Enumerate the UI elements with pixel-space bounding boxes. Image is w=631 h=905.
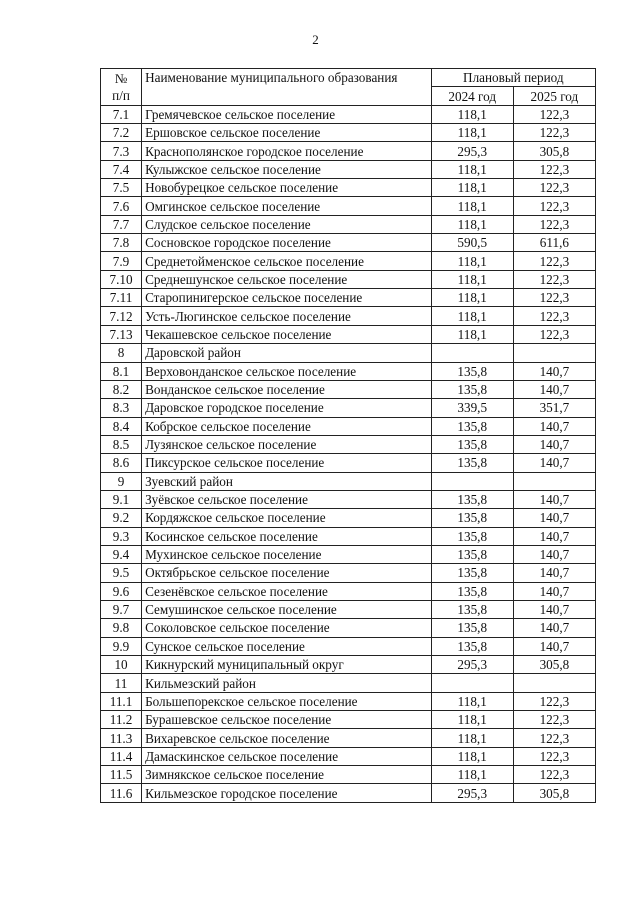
- row-value-2024: 135,8: [431, 619, 513, 637]
- row-name: Чекашевское сельское поселение: [142, 325, 432, 343]
- row-value-2024: 135,8: [431, 490, 513, 508]
- row-number: 10: [101, 656, 142, 674]
- row-value-2024: 118,1: [431, 747, 513, 765]
- table-row: [101, 527, 596, 545]
- row-name: Гремячевское сельское поселение: [142, 105, 432, 123]
- row-name: Верховонданское сельское поселение: [142, 362, 432, 380]
- row-number: 7.9: [101, 252, 142, 270]
- row-name: Вихаревское сельское поселение: [142, 729, 432, 747]
- row-name: Новобурецкое сельское поселение: [142, 179, 432, 197]
- row-value-2025: 140,7: [513, 417, 595, 435]
- row-name: Сезенёвское сельское поселение: [142, 582, 432, 600]
- row-value-2025: 122,3: [513, 747, 595, 765]
- table-row: [101, 600, 596, 618]
- table-row: [101, 124, 596, 142]
- row-name: Дамаскинское сельское поселение: [142, 747, 432, 765]
- row-number: 9.1: [101, 490, 142, 508]
- row-value-2024: 135,8: [431, 600, 513, 618]
- row-number: 7.12: [101, 307, 142, 325]
- row-value-2025: 140,7: [513, 454, 595, 472]
- row-number: 8.2: [101, 380, 142, 398]
- row-value-2024: 118,1: [431, 307, 513, 325]
- row-number: 7.5: [101, 179, 142, 197]
- row-number: 8: [101, 344, 142, 362]
- table-row: [101, 545, 596, 563]
- row-name: Кильмезское городское поселение: [142, 784, 432, 802]
- row-number: 7.2: [101, 124, 142, 142]
- row-name: Зуёвское сельское поселение: [142, 490, 432, 508]
- table-row: [101, 105, 596, 123]
- row-value-2025: 122,3: [513, 692, 595, 710]
- row-value-2025: 122,3: [513, 325, 595, 343]
- header-name: Наименование муниципального образования: [142, 69, 432, 106]
- row-value-2025: 122,3: [513, 215, 595, 233]
- row-value-2024: 135,8: [431, 435, 513, 453]
- row-value-2025: 611,6: [513, 234, 595, 252]
- row-value-2025: [513, 472, 595, 490]
- row-value-2024: 118,1: [431, 215, 513, 233]
- row-name: Косинское сельское поселение: [142, 527, 432, 545]
- table-row: [101, 711, 596, 729]
- row-number: 7.13: [101, 325, 142, 343]
- table-row: [101, 784, 596, 802]
- row-name: Кордяжское сельское поселение: [142, 509, 432, 527]
- row-number: 7.6: [101, 197, 142, 215]
- row-value-2024: 118,1: [431, 711, 513, 729]
- row-name: Омгинское сельское поселение: [142, 197, 432, 215]
- row-value-2025: 122,3: [513, 270, 595, 288]
- row-number: 7.7: [101, 215, 142, 233]
- row-number: 7.4: [101, 160, 142, 178]
- row-value-2025: 140,7: [513, 564, 595, 582]
- row-number: 9.8: [101, 619, 142, 637]
- row-value-2025: 140,7: [513, 362, 595, 380]
- row-name: Кикнурский муниципальный округ: [142, 656, 432, 674]
- row-number: 11.5: [101, 766, 142, 784]
- row-name: Краснополянское городское поселение: [142, 142, 432, 160]
- row-value-2025: 140,7: [513, 545, 595, 563]
- table-row: [101, 637, 596, 655]
- row-value-2024: 135,8: [431, 564, 513, 582]
- table-row: [101, 490, 596, 508]
- row-name: Вонданское сельское поселение: [142, 380, 432, 398]
- row-name: Сосновское городское поселение: [142, 234, 432, 252]
- row-number: 11.2: [101, 711, 142, 729]
- row-name: Кобрское сельское поселение: [142, 417, 432, 435]
- table-row: [101, 417, 596, 435]
- row-number: 7.8: [101, 234, 142, 252]
- row-name: Старопинигерское сельское поселение: [142, 289, 432, 307]
- row-value-2025: 140,7: [513, 582, 595, 600]
- table-row: [101, 435, 596, 453]
- row-value-2024: 118,1: [431, 289, 513, 307]
- row-name: Сунское сельское поселение: [142, 637, 432, 655]
- row-value-2025: 140,7: [513, 527, 595, 545]
- row-value-2024: [431, 344, 513, 362]
- row-name: Пиксурское сельское поселение: [142, 454, 432, 472]
- table-row: [101, 509, 596, 527]
- row-value-2024: 135,8: [431, 362, 513, 380]
- table-row: [101, 656, 596, 674]
- row-number: 11: [101, 674, 142, 692]
- row-number: 11.3: [101, 729, 142, 747]
- row-number: 9.9: [101, 637, 142, 655]
- row-number: 7.3: [101, 142, 142, 160]
- row-name: Бурашевское сельское поселение: [142, 711, 432, 729]
- row-number: 9.7: [101, 600, 142, 618]
- row-value-2024: 118,1: [431, 252, 513, 270]
- table-row: [101, 619, 596, 637]
- row-number: 7.1: [101, 105, 142, 123]
- table-row: [101, 380, 596, 398]
- row-value-2025: 122,3: [513, 105, 595, 123]
- row-value-2024: 118,1: [431, 692, 513, 710]
- row-number: 9.2: [101, 509, 142, 527]
- row-value-2024: 339,5: [431, 399, 513, 417]
- row-name: Ершовское сельское поселение: [142, 124, 432, 142]
- row-value-2024: 295,3: [431, 142, 513, 160]
- row-value-2024: [431, 472, 513, 490]
- page-number: 2: [312, 32, 319, 47]
- table-row: [101, 674, 596, 692]
- row-value-2024: 135,8: [431, 380, 513, 398]
- row-value-2024: 295,3: [431, 784, 513, 802]
- row-number: 8.3: [101, 399, 142, 417]
- row-value-2024: 135,8: [431, 417, 513, 435]
- row-number: 9.5: [101, 564, 142, 582]
- row-number: 9.3: [101, 527, 142, 545]
- table-body: [101, 105, 596, 802]
- row-value-2025: 122,3: [513, 179, 595, 197]
- header-year-2025: 2025 год: [513, 87, 595, 105]
- row-name: Октябрьское сельское поселение: [142, 564, 432, 582]
- table-row: [101, 582, 596, 600]
- table-row: [101, 454, 596, 472]
- row-number: 7.11: [101, 289, 142, 307]
- table-row: [101, 307, 596, 325]
- row-value-2025: 305,8: [513, 784, 595, 802]
- row-name: Зуевский район: [142, 472, 432, 490]
- row-value-2025: 122,3: [513, 197, 595, 215]
- row-value-2024: 118,1: [431, 325, 513, 343]
- table-row: [101, 362, 596, 380]
- row-value-2025: 122,3: [513, 289, 595, 307]
- row-number: 9: [101, 472, 142, 490]
- row-value-2025: 140,7: [513, 509, 595, 527]
- row-name: Усть-Люгинское сельское поселение: [142, 307, 432, 325]
- header-year-2024: 2024 год: [431, 87, 513, 105]
- row-number: 8.4: [101, 417, 142, 435]
- row-number: 9.4: [101, 545, 142, 563]
- row-name: Кильмезский район: [142, 674, 432, 692]
- budget-table: [100, 68, 596, 803]
- row-value-2024: 118,1: [431, 124, 513, 142]
- table-row: [101, 692, 596, 710]
- row-value-2025: 122,3: [513, 160, 595, 178]
- table-row: [101, 234, 596, 252]
- row-value-2025: 305,8: [513, 656, 595, 674]
- row-value-2024: 135,8: [431, 454, 513, 472]
- table-row: [101, 142, 596, 160]
- row-number: 8.5: [101, 435, 142, 453]
- row-number: 9.6: [101, 582, 142, 600]
- row-value-2025: 140,7: [513, 600, 595, 618]
- row-name: Мухинское сельское поселение: [142, 545, 432, 563]
- row-value-2024: 118,1: [431, 179, 513, 197]
- row-value-2024: 590,5: [431, 234, 513, 252]
- table-row: [101, 564, 596, 582]
- row-value-2025: 351,7: [513, 399, 595, 417]
- row-number: 11.4: [101, 747, 142, 765]
- table-row: [101, 160, 596, 178]
- table-row: [101, 252, 596, 270]
- row-value-2024: [431, 674, 513, 692]
- row-value-2025: 305,8: [513, 142, 595, 160]
- row-value-2024: 135,8: [431, 637, 513, 655]
- row-value-2025: 122,3: [513, 711, 595, 729]
- row-number: 8.1: [101, 362, 142, 380]
- table-row: [101, 325, 596, 343]
- table-row: [101, 270, 596, 288]
- table-header: [101, 69, 596, 106]
- row-number: 8.6: [101, 454, 142, 472]
- row-value-2025: 122,3: [513, 729, 595, 747]
- row-value-2025: 122,3: [513, 252, 595, 270]
- table-row: [101, 472, 596, 490]
- row-value-2025: 122,3: [513, 124, 595, 142]
- table-row: [101, 747, 596, 765]
- row-value-2024: 135,8: [431, 545, 513, 563]
- row-value-2025: [513, 674, 595, 692]
- row-name: Кулыжское сельское поселение: [142, 160, 432, 178]
- row-value-2024: 135,8: [431, 527, 513, 545]
- row-value-2024: 118,1: [431, 766, 513, 784]
- row-name: Зимнякское сельское поселение: [142, 766, 432, 784]
- row-value-2025: 122,3: [513, 766, 595, 784]
- row-value-2025: 140,7: [513, 619, 595, 637]
- row-value-2024: 118,1: [431, 270, 513, 288]
- row-value-2024: 295,3: [431, 656, 513, 674]
- row-value-2024: 118,1: [431, 729, 513, 747]
- row-number: 7.10: [101, 270, 142, 288]
- table-row: [101, 729, 596, 747]
- row-name: Среднешунское сельское поселение: [142, 270, 432, 288]
- row-name: Даровской район: [142, 344, 432, 362]
- table-row: [101, 344, 596, 362]
- table-row: [101, 215, 596, 233]
- row-number: 11.6: [101, 784, 142, 802]
- row-name: Лузянское сельское поселение: [142, 435, 432, 453]
- header-num: [101, 69, 142, 106]
- row-name: Даровское городское поселение: [142, 399, 432, 417]
- table-row: [101, 399, 596, 417]
- row-value-2024: 135,8: [431, 509, 513, 527]
- table-row: [101, 179, 596, 197]
- row-name: Семушинское сельское поселение: [142, 600, 432, 618]
- table-row: [101, 766, 596, 784]
- row-value-2025: 140,7: [513, 637, 595, 655]
- row-value-2024: 118,1: [431, 160, 513, 178]
- row-value-2025: 140,7: [513, 380, 595, 398]
- row-value-2025: 122,3: [513, 307, 595, 325]
- row-name: Соколовское сельское поселение: [142, 619, 432, 637]
- row-number: 11.1: [101, 692, 142, 710]
- header-period: Плановый период: [431, 69, 595, 87]
- row-name: Слудское сельское поселение: [142, 215, 432, 233]
- row-value-2025: 140,7: [513, 435, 595, 453]
- row-name: Среднетойменское сельское поселение: [142, 252, 432, 270]
- header-num-symbol: №: [114, 70, 128, 86]
- table-row: [101, 289, 596, 307]
- header-num-pp: п/п: [112, 87, 130, 103]
- table-row: [101, 197, 596, 215]
- row-value-2024: 118,1: [431, 105, 513, 123]
- row-name: Большепорекское сельское поселение: [142, 692, 432, 710]
- row-value-2024: 118,1: [431, 197, 513, 215]
- row-value-2025: [513, 344, 595, 362]
- row-value-2025: 140,7: [513, 490, 595, 508]
- row-value-2024: 135,8: [431, 582, 513, 600]
